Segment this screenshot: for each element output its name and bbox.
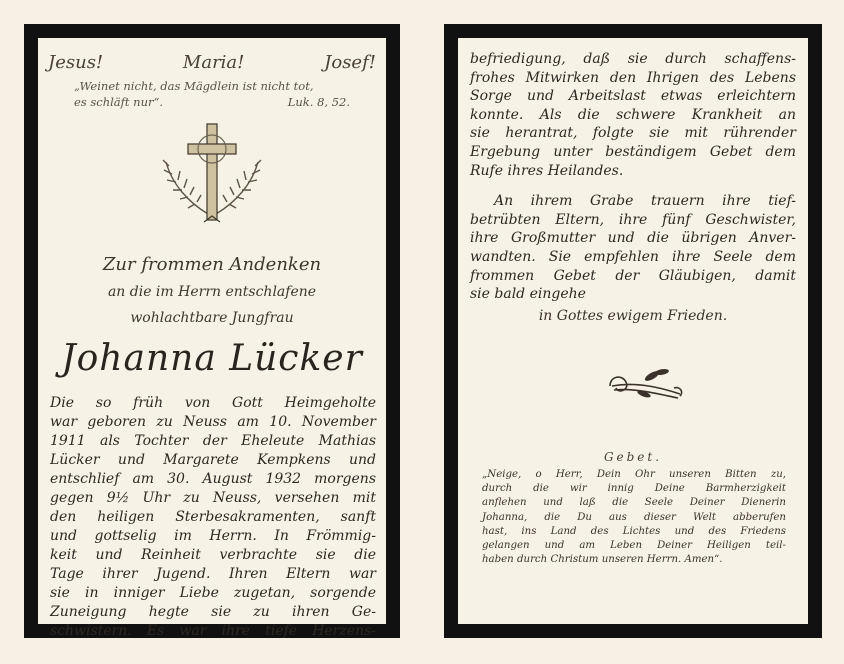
text-line: wandten. Sie empfehlen ihre Seele dem <box>470 248 796 265</box>
text-line: befriedigung, daß sie durch schaffens- <box>470 51 796 67</box>
prayer-line: Johanna, die Du aus dieser Welt abberufen <box>482 511 786 523</box>
peace-line: in Gottes ewigem Frieden. <box>538 308 728 324</box>
biography-line: war geboren zu Neuss am 10. November <box>50 414 376 430</box>
biography-line: Die so früh von Gott Heimgeholte <box>50 395 376 411</box>
text-line: sie bald eingehe <box>470 286 586 303</box>
biography-line: den heiligen Sterbesakramenten, sanft <box>50 509 376 525</box>
name-josef: Josef! <box>324 52 376 73</box>
biography-line: und gottselig im Herrn. In Frömmig- <box>50 528 376 544</box>
prayer-line: haben durch Christum unseren Herrn. Amen“. <box>482 554 723 566</box>
left-page <box>24 24 400 638</box>
biography-line: gegen 9½ Uhr zu Neuss, versehen mit <box>50 490 376 506</box>
right-page <box>444 24 822 638</box>
biography-line: entschlief am 30. August 1932 morgens <box>50 471 376 487</box>
memory-heading: Zur frommen Andenken <box>102 254 322 275</box>
text-line: An ihrem Grabe trauern ihre tief- <box>494 193 796 210</box>
prayer-text <box>482 468 786 567</box>
deceased-name: Johanna Lücker <box>61 338 363 379</box>
prayer-line: „Neige, o Herr, Dein Ohr unseren Bitten zu, <box>482 469 786 480</box>
text-line: Ergebung unter beständigem Gebet dem <box>470 143 796 160</box>
biography-line: Tage ihrer Jugend. Ihren Eltern war <box>50 566 376 582</box>
left-page-content <box>38 38 386 639</box>
scroll-ornament-icon <box>604 364 686 408</box>
prayer-title: Gebet. <box>603 450 663 464</box>
prayer-line: anflehen und laß die Seele Deiner Dienerin <box>482 497 786 509</box>
name-jesus: Jesus! <box>48 52 104 73</box>
text-line: sie herantrat, folgte sie mit rührender <box>470 125 796 142</box>
paragraph-mourners <box>470 192 796 304</box>
biography-line: Lücker und Margarete Kempkens und <box>50 452 376 468</box>
quote-line-1: „Weinet nicht, das Mägdlein ist nicht tot, <box>74 79 314 93</box>
biography-line: Zuneigung hegte sie zu ihren Ge- <box>50 604 376 620</box>
entschlafene-line: an die im Herrn entschlafene <box>107 284 317 300</box>
prayer-line: durch die wir innig Deine Barmherzigkeit <box>482 483 786 495</box>
prayer-line: gelangen und am Leben Deiner Heiligen teil- <box>482 540 786 552</box>
text-line: ihre Großmutter und die übrigen Anver- <box>470 230 796 247</box>
cross-with-palms-icon <box>158 122 266 226</box>
paragraph-life <box>470 50 796 180</box>
bible-quote <box>74 78 372 110</box>
text-line: betrübten Eltern, ihre fünf Geschwister, <box>470 211 796 228</box>
prayer-line: hast, ins Land des Lichtes und des Friedens <box>482 525 786 537</box>
biography-text <box>50 394 376 641</box>
text-line: konnte. Als die schwere Krankheit an <box>470 106 796 123</box>
text-line: frohes Mitwirken den Ihrigen des Lebens <box>470 69 796 86</box>
biography-line: keit und Reinheit verbrachte sie die <box>50 547 376 563</box>
biography-line: 1911 als Tochter der Eheleute Mathias <box>50 433 376 449</box>
holy-names <box>48 52 376 73</box>
quote-reference: Luk. 8, 52. <box>287 95 350 109</box>
text-line: Rufe ihres Heilandes. <box>470 162 624 179</box>
biography-line: sie in inniger Liebe zugetan, sorgende <box>50 585 376 601</box>
name-maria: Maria! <box>182 52 245 73</box>
jungfrau-line: wohlachtbare Jungfrau <box>130 310 294 326</box>
biography-line: schwistern. Es war ihre tiefe Herzens- <box>50 623 376 639</box>
text-line: Sorge und Arbeitslast etwas erleichtern <box>470 88 796 105</box>
text-line: frommen Gebet der Gläubigen, damit <box>470 267 796 284</box>
continuation-text <box>470 50 796 304</box>
right-page-content <box>458 38 808 624</box>
quote-line-2: es schläft nur“. <box>74 95 164 109</box>
